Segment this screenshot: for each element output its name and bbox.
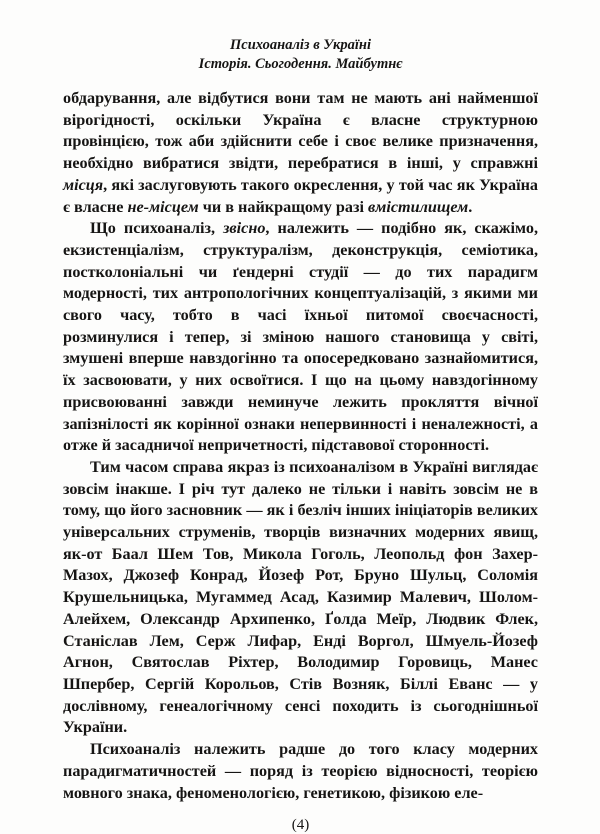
text-segment: Психоаналіз належить радше до того класу модерних парадигматичностей — поряд із теорією відносності, теорією мовного знака, феноменологією, генетикою, фізикою еле- — [63, 740, 538, 802]
page-number: (4) — [291, 817, 310, 834]
text-segment: . — [468, 197, 473, 216]
header-subtitle: Історія. Сьогодення. Майбутнє — [198, 55, 403, 72]
italic-text-segment: вмістилищем — [368, 197, 469, 216]
text-segment: обдарування, але відбутися вони там не мають ані найменшої вірогідності, оскільки Україна є власне структурною провінцією, тож аби здійснити себе і своє велике призначення, необхідно вибратися звідти, перебратися в інші, у справжні — [63, 89, 538, 173]
text-segment: Що психоаналіз, — [90, 219, 224, 238]
italic-text-segment: місця — [63, 175, 104, 194]
paragraph — [63, 88, 538, 218]
paragraph — [63, 739, 538, 804]
text-segment: чи в найкращому разі — [198, 197, 368, 216]
header-title: Психоаналіз в Україні — [229, 37, 371, 53]
italic-text-segment: звісно — [223, 219, 266, 238]
paragraph — [63, 218, 538, 457]
paragraph — [63, 457, 538, 739]
text-segment: , належить — подібно як, скажімо, екзистенціалізм, структуралізм, деконструкція, семіотика, постколоніальні чи ґендерні студії — до тих парадигм модерності, тих антропологічних концептуалізацій, з якими ми свого часу, тобто в часі їхньої питомої своєчасності, розминулися і тепер, зі зміною нашого становища у світі, змушені вперше навздогінно та опосередковано зазнайомитися, їх засвоювати, у них освоїтися. І що на цьому навздогінному присвоюванні завжди неминуче лежить прокляття вічної запізнілості як корінної ознаки непервинності і неналежності, а отже й засадничої непричетності, підставової сторонності. — [63, 219, 538, 455]
text-segment: Тим часом справа якраз із психоаналізом в Україні виглядає зовсім інакше. І річ тут далеко не тільки і навіть зовсім не в тому, що його засновник — як і безліч інших ініціаторів великих універсальних струменів, творців визначних модерних явищ, як-от Баал Шем Тов, Микола Гоголь, Леопольд фон Захер-Мазох, Джозеф Конрад, Йозеф Рот, Бруно Шульц, Соломія Крушельницька, Мугаммед Асад, Казимир Малевич, Шолом-Алейхем, Олександр Архипенко, Ґолда Меїр, Людвик Флек, Станіслав Лем, Серж Лифар, Енді Воргол, Шмуель-Йозеф Агнон, Святослав Ріхтер, Володимир Горовиць, Манес Шпербер, Сергій Корольов, Стів Возняк, Біллі Еванс — у дослівному, генеалогічному сенсі походить із сьогоднішньої України. — [63, 457, 538, 737]
text-segment: , які заслуговують такого окреслення, у той час як Україна є власне — [63, 175, 538, 216]
running-header — [63, 36, 538, 73]
page-body — [63, 88, 538, 804]
italic-text-segment: не-місцем — [127, 197, 199, 216]
